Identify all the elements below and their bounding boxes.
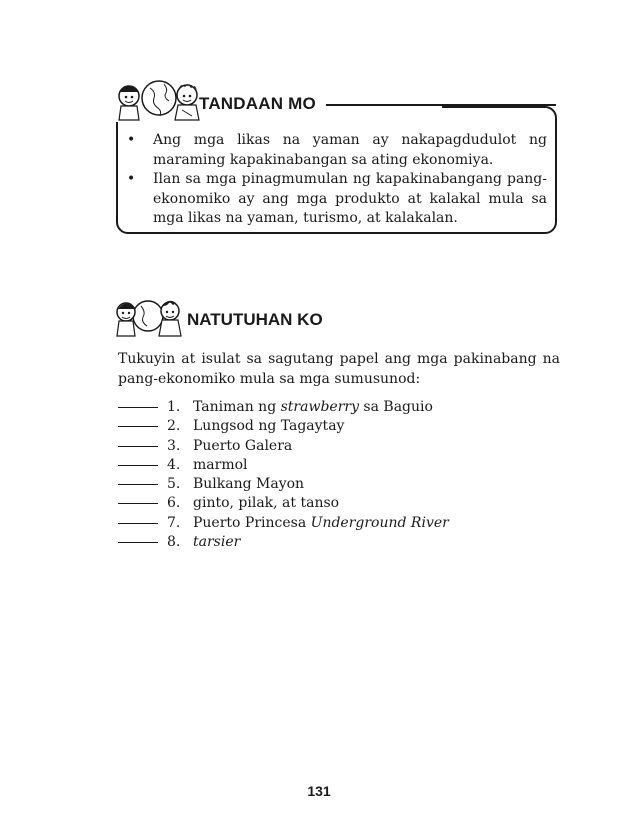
list-item bbox=[118, 494, 558, 513]
tandaan-rule bbox=[326, 104, 556, 106]
list-item bbox=[118, 398, 558, 417]
list-item bbox=[118, 533, 558, 552]
list-item bbox=[118, 417, 558, 436]
item-number: 7. bbox=[167, 514, 181, 531]
item-text: tarsier bbox=[193, 534, 241, 551]
item-text: marmol bbox=[193, 456, 248, 473]
answer-blank bbox=[118, 523, 158, 524]
tandaan-list bbox=[127, 131, 547, 229]
bullet: • bbox=[127, 132, 136, 148]
item-text: Bulkang Mayon bbox=[193, 476, 305, 493]
answer-blank bbox=[118, 407, 158, 408]
answer-blank bbox=[118, 426, 158, 427]
kids-globe-icon bbox=[112, 76, 202, 122]
bullet: • bbox=[127, 171, 136, 187]
answer-blank bbox=[118, 484, 158, 485]
item-number: 2. bbox=[167, 418, 181, 435]
tandaan-title: TANDAAN MO bbox=[199, 94, 320, 114]
item-number: 8. bbox=[167, 534, 181, 551]
answer-blank bbox=[118, 542, 158, 543]
instructions: Tukuyin at isulat sa sagutang papel ang mga pakinabang na pang-ekonomiko mula sa mga sumusunod: bbox=[118, 351, 560, 387]
answer-blank bbox=[118, 503, 158, 504]
page-number: 131 bbox=[307, 783, 331, 799]
item-text: ginto, pilak, at tanso bbox=[193, 495, 340, 512]
tandaan-point-2: Ilan sa mga pinagmumulan ng kapakinabangang pang-ekonomiko ay ang mga produkto at kalakal mula sa mga likas na yaman, turismo, at kalakalan. bbox=[153, 171, 547, 226]
list-item bbox=[127, 170, 547, 229]
item-number: 4. bbox=[167, 456, 181, 473]
item-text: Puerto Galera bbox=[193, 437, 293, 454]
item-number: 5. bbox=[167, 476, 181, 493]
list-item bbox=[118, 456, 558, 475]
item-number: 6. bbox=[167, 495, 181, 512]
exercise-list bbox=[118, 398, 558, 552]
answer-blank bbox=[118, 465, 158, 466]
natutuhan-title: NATUTUHAN KO bbox=[187, 310, 323, 329]
list-item bbox=[118, 437, 558, 456]
item-text: Lungsod ng Tagaytay bbox=[193, 418, 345, 435]
kids-learning-icon bbox=[112, 294, 184, 338]
list-item bbox=[118, 514, 558, 533]
item-text: Puerto Princesa Underground River bbox=[193, 514, 449, 531]
tandaan-point-1: Ang mga likas na yaman ay nakapagdudulot ng maraming kapakinabangan sa ating ekonomiya. bbox=[153, 132, 547, 168]
item-number: 3. bbox=[167, 437, 181, 454]
list-item bbox=[118, 475, 558, 494]
item-text: Taniman ng strawberry sa Baguio bbox=[193, 399, 433, 415]
item-number: 1. bbox=[167, 399, 181, 415]
list-item bbox=[127, 131, 547, 170]
answer-blank bbox=[118, 446, 158, 447]
